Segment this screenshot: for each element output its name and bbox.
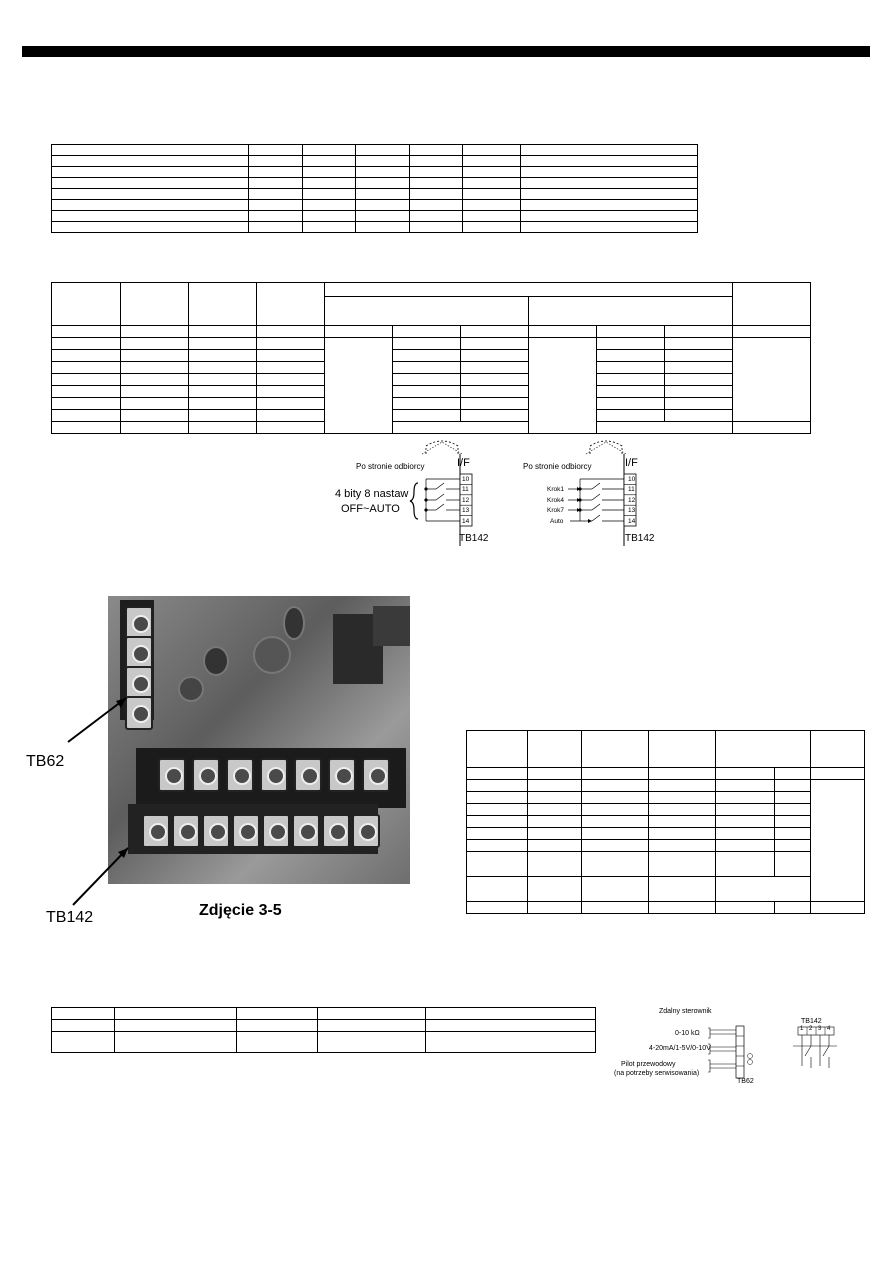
if-label-2: I/F (625, 457, 638, 469)
table-4 (51, 1007, 596, 1053)
terminal-13b: 13 (628, 507, 636, 514)
remote-line-3: Pilot przewodowy (621, 1061, 676, 1068)
customer-side-label-1: Po stronie odbiorcy (356, 462, 425, 471)
table-row (467, 840, 865, 852)
remote-line-4: (na potrzeby serwisowania) (614, 1070, 700, 1077)
customer-side-label-2: Po stronie odbiorcy (523, 462, 592, 471)
tb142-t1: 1 (800, 1026, 804, 1032)
tb142-small-wiring (790, 1026, 840, 1074)
table-row (467, 902, 865, 914)
label-tb62: TB62 (26, 753, 65, 770)
table-row (467, 877, 865, 902)
table-row (467, 780, 865, 792)
remote-title: Zdalny sterownik (659, 1008, 712, 1015)
tb142-t3: 3 (818, 1026, 822, 1032)
input-auto: Auto (550, 518, 564, 525)
table-row (52, 1032, 596, 1053)
label-tb142: TB142 (46, 909, 94, 926)
input-krok4: Krok4 (547, 497, 564, 504)
table-row (467, 804, 865, 816)
if-label-1: I/F (457, 457, 470, 469)
table-3 (466, 730, 865, 914)
table-header-row (467, 731, 865, 768)
brace-text-2: OFF~AUTO (341, 503, 400, 515)
table-row (467, 852, 865, 877)
table-row (467, 828, 865, 840)
terminal-14b: 14 (628, 518, 636, 525)
brace-text-1: 4 bity 8 nastaw (335, 488, 409, 500)
table-row (52, 1020, 596, 1032)
remote-line-1: 0-10 kΩ (675, 1030, 700, 1037)
terminal-12b: 12 (628, 497, 636, 504)
photo-caption: Zdjęcie 3-5 (199, 902, 282, 919)
remote-line-2: 4-20mA/1-5V/0-10V (649, 1045, 711, 1052)
terminal-14: 14 (462, 518, 470, 525)
terminal-12: 12 (462, 497, 470, 504)
tb142-label-1: TB142 (459, 533, 489, 544)
remote-tb142-label: TB142 (801, 1018, 822, 1025)
terminal-13: 13 (462, 507, 470, 514)
table-row (467, 792, 865, 804)
table-row (467, 816, 865, 828)
remote-wiring (700, 1020, 760, 1080)
terminal-10b: 10 (628, 476, 636, 483)
input-krok7: Krok7 (547, 507, 564, 514)
table-row (467, 768, 865, 780)
tb142-label-2: TB142 (625, 533, 655, 544)
terminal-11b: 11 (628, 486, 635, 493)
terminal-11: 11 (462, 486, 469, 493)
tb142-t2: 2 (809, 1026, 813, 1032)
table-row (52, 1008, 596, 1020)
remote-tb62-label: TB62 (737, 1078, 754, 1085)
tb142-t4: 4 (827, 1026, 831, 1032)
terminal-10: 10 (462, 476, 470, 483)
input-krok1: Krok1 (547, 486, 564, 493)
